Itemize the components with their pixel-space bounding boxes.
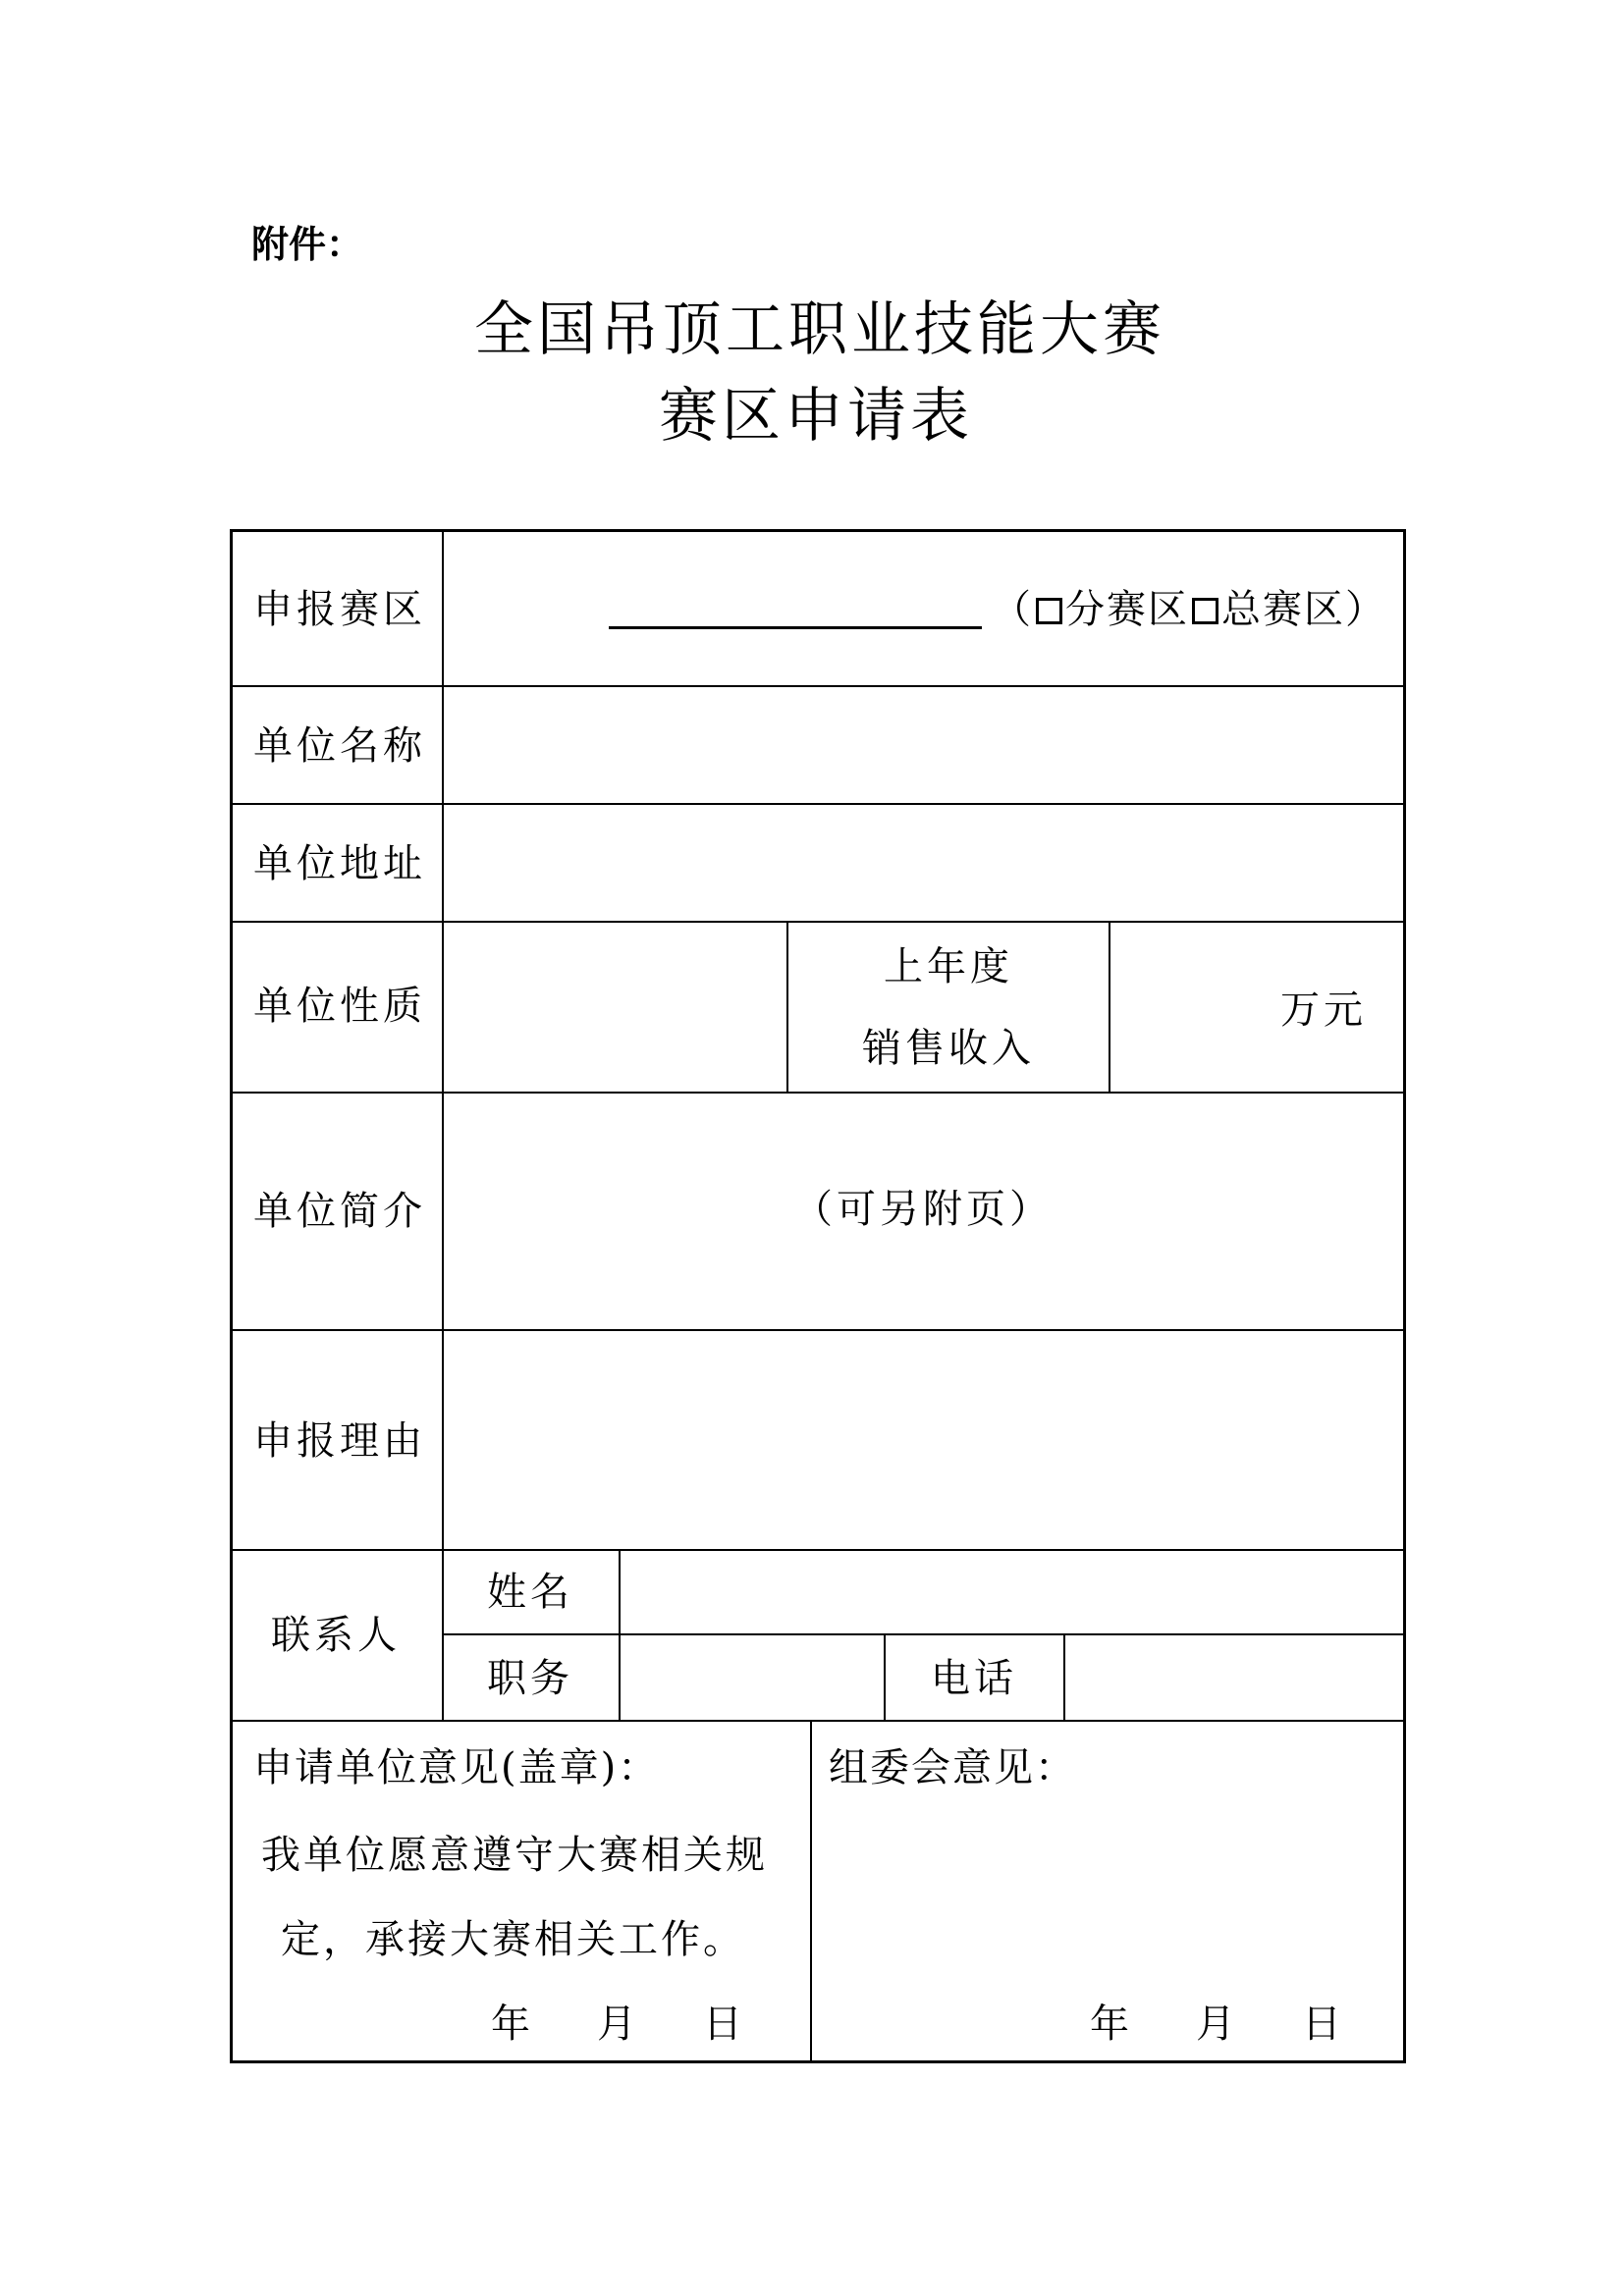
sales-amount-field[interactable] [1110, 923, 1277, 1091]
row-divider [230, 1720, 1406, 1722]
unit-nature-field[interactable] [444, 923, 785, 1091]
applicant-opinion-date: 年 月 日 [491, 2002, 756, 2047]
applicant-opinion-text: 我单位愿意遵守大赛相关规 [261, 1833, 768, 1878]
unit-address-label: 单位地址 [253, 841, 426, 886]
contact-position-field[interactable] [621, 1635, 883, 1719]
apply-reason-field[interactable] [444, 1331, 1404, 1548]
applicant-opinion-label: 申请单位意见(盖章)： [253, 1745, 660, 1790]
apply-reason-label: 申报理由 [253, 1418, 426, 1464]
sales-unit: 万元 [1280, 988, 1367, 1033]
contact-phone-label: 电话 [931, 1656, 1017, 1701]
region-name-field[interactable] [609, 626, 982, 629]
unit-name-label: 单位名称 [253, 723, 426, 769]
committee-opinion-date: 年 月 日 [1090, 2002, 1355, 2047]
unit-profile-label: 单位简介 [253, 1189, 426, 1234]
contact-name-field[interactable] [621, 1551, 1404, 1632]
close-paren: ） [1345, 587, 1386, 632]
form-title: 全国吊顶工职业技能大赛 [474, 295, 1165, 364]
sales-label-line2: 销售收入 [862, 1026, 1035, 1071]
contact-name-label: 姓名 [487, 1570, 573, 1615]
sales-label-line1: 上年度 [884, 944, 1013, 989]
region-label: 申报赛区 [253, 587, 426, 632]
main-region-label: 总赛区 [1221, 587, 1345, 632]
attachment-label: 附件： [251, 223, 364, 266]
branch-region-checkbox[interactable] [1036, 598, 1062, 624]
contact-label: 联系人 [271, 1613, 401, 1658]
main-region-checkbox[interactable] [1192, 598, 1218, 624]
committee-opinion-field[interactable] [812, 1806, 1404, 1983]
committee-opinion-label: 组委会意见： [829, 1745, 1076, 1790]
region-type-options [992, 584, 1386, 635]
applicant-opinion-text: 定，承接大赛相关工作。 [281, 1917, 745, 1962]
contact-phone-field[interactable] [1065, 1635, 1404, 1719]
contact-position-label: 职务 [487, 1656, 573, 1701]
unit-profile-field[interactable] [444, 1094, 1404, 1328]
unit-name-field[interactable] [444, 687, 1404, 802]
unit-profile-hint: （可另附页） [793, 1187, 1053, 1232]
unit-nature-label: 单位性质 [253, 984, 426, 1029]
open-paren: （ [992, 587, 1033, 632]
form-subtitle: 赛区申请表 [659, 382, 973, 451]
unit-address-field[interactable] [444, 805, 1404, 920]
branch-region-label: 分赛区 [1065, 587, 1189, 632]
